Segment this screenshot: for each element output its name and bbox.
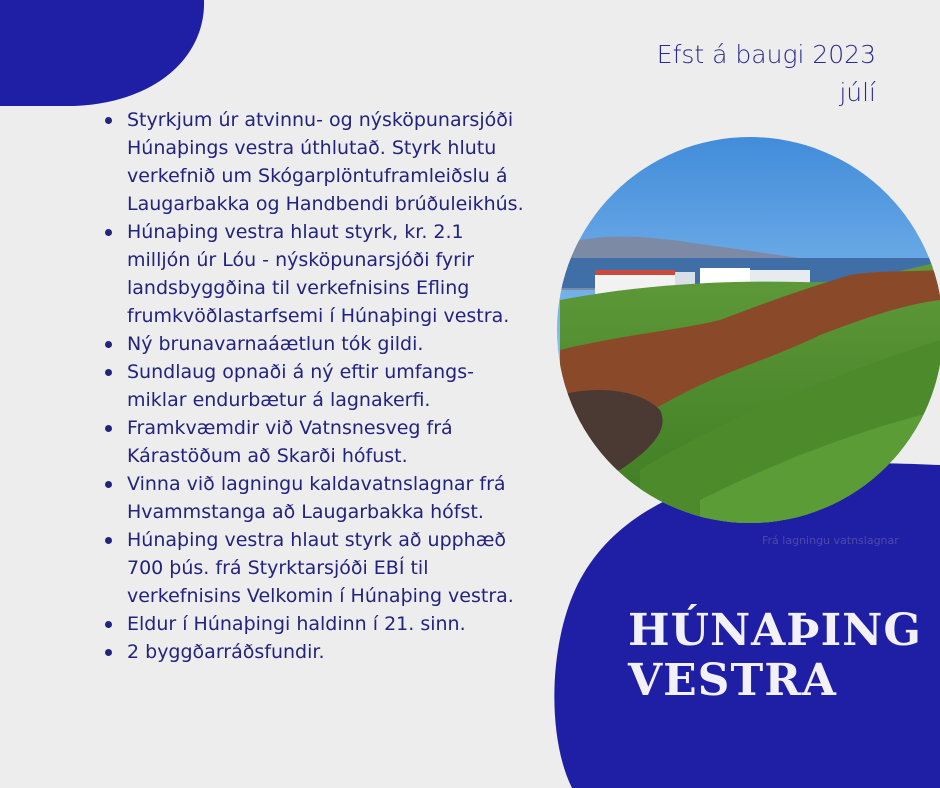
bullet-icon — [105, 621, 112, 628]
list-item-text: Húnaþing vestra hlaut styrk, kr. 2.1 milljón úr Lóu - nýsköpunarsjóði fyrir landsbyggðina til verkefnisins Efling frumkvöðlastarfsemi í Húnaþingi vestra. — [127, 221, 510, 327]
list-item-text: 2 byggðarráðsfundir. — [127, 641, 325, 663]
list-item — [101, 106, 531, 218]
list-item — [101, 358, 531, 414]
report-title-month: júlí — [839, 78, 876, 107]
bullet-icon — [105, 229, 112, 236]
list-item-text: Eldur í Húnaþingi haldinn í 21. sinn. — [127, 613, 466, 635]
list-item — [101, 470, 531, 526]
bullet-icon — [105, 481, 112, 488]
list-item — [101, 330, 531, 358]
list-item-text: Ný brunavarnaáætlun tók gildi. — [127, 333, 424, 355]
list-item — [101, 414, 531, 470]
bullet-icon — [105, 537, 112, 544]
report-title — [657, 36, 876, 112]
list-item — [101, 526, 531, 610]
brand-line-2: VESTRA — [628, 655, 837, 706]
brand-line-1: HÚNAÞING — [628, 605, 922, 656]
list-item — [101, 638, 531, 666]
bullet-icon — [105, 369, 112, 376]
corner-blob-shape — [0, 0, 204, 106]
list-item — [101, 218, 531, 330]
photo-circle — [550, 130, 940, 530]
list-item-text: Húnaþing vestra hlaut styrk að upphæð 700 þús. frá Styrktarsjóði EBÍ til verkefnisins Velkomin í Húnaþing vestra. — [127, 529, 514, 607]
bullet-icon — [105, 341, 112, 348]
list-item-text: Sundlaug opnaði á ný eftir umfangs-miklar endurbætur á lagnakerfi. — [127, 361, 474, 411]
list-item — [101, 610, 531, 638]
list-item-text: Framkvæmdir við Vatnsnesveg frá Kárastöðum að Skarði hófust. — [127, 417, 453, 467]
bullet-icon — [105, 117, 112, 124]
photo-caption: Frá lagningu vatnslagnar — [762, 534, 899, 547]
list-item-text: Vinna við lagningu kaldavatnslagnar frá Hvammstanga að Laugarbakka hófst. — [127, 473, 506, 523]
bullet-icon — [105, 649, 112, 656]
brand-wordmark — [628, 606, 922, 706]
bullet-icon — [105, 425, 112, 432]
list-item-text: Styrkjum úr atvinnu- og nýsköpunarsjóði Húnaþings vestra úthlutað. Styrk hlutu verkefnið um Skógarplöntuframleiðslu á Laugarbakka og Handbendi brúðuleikhús. — [127, 109, 524, 215]
news-list — [101, 106, 531, 666]
report-title-year: Efst á baugi 2023 — [656, 40, 876, 69]
